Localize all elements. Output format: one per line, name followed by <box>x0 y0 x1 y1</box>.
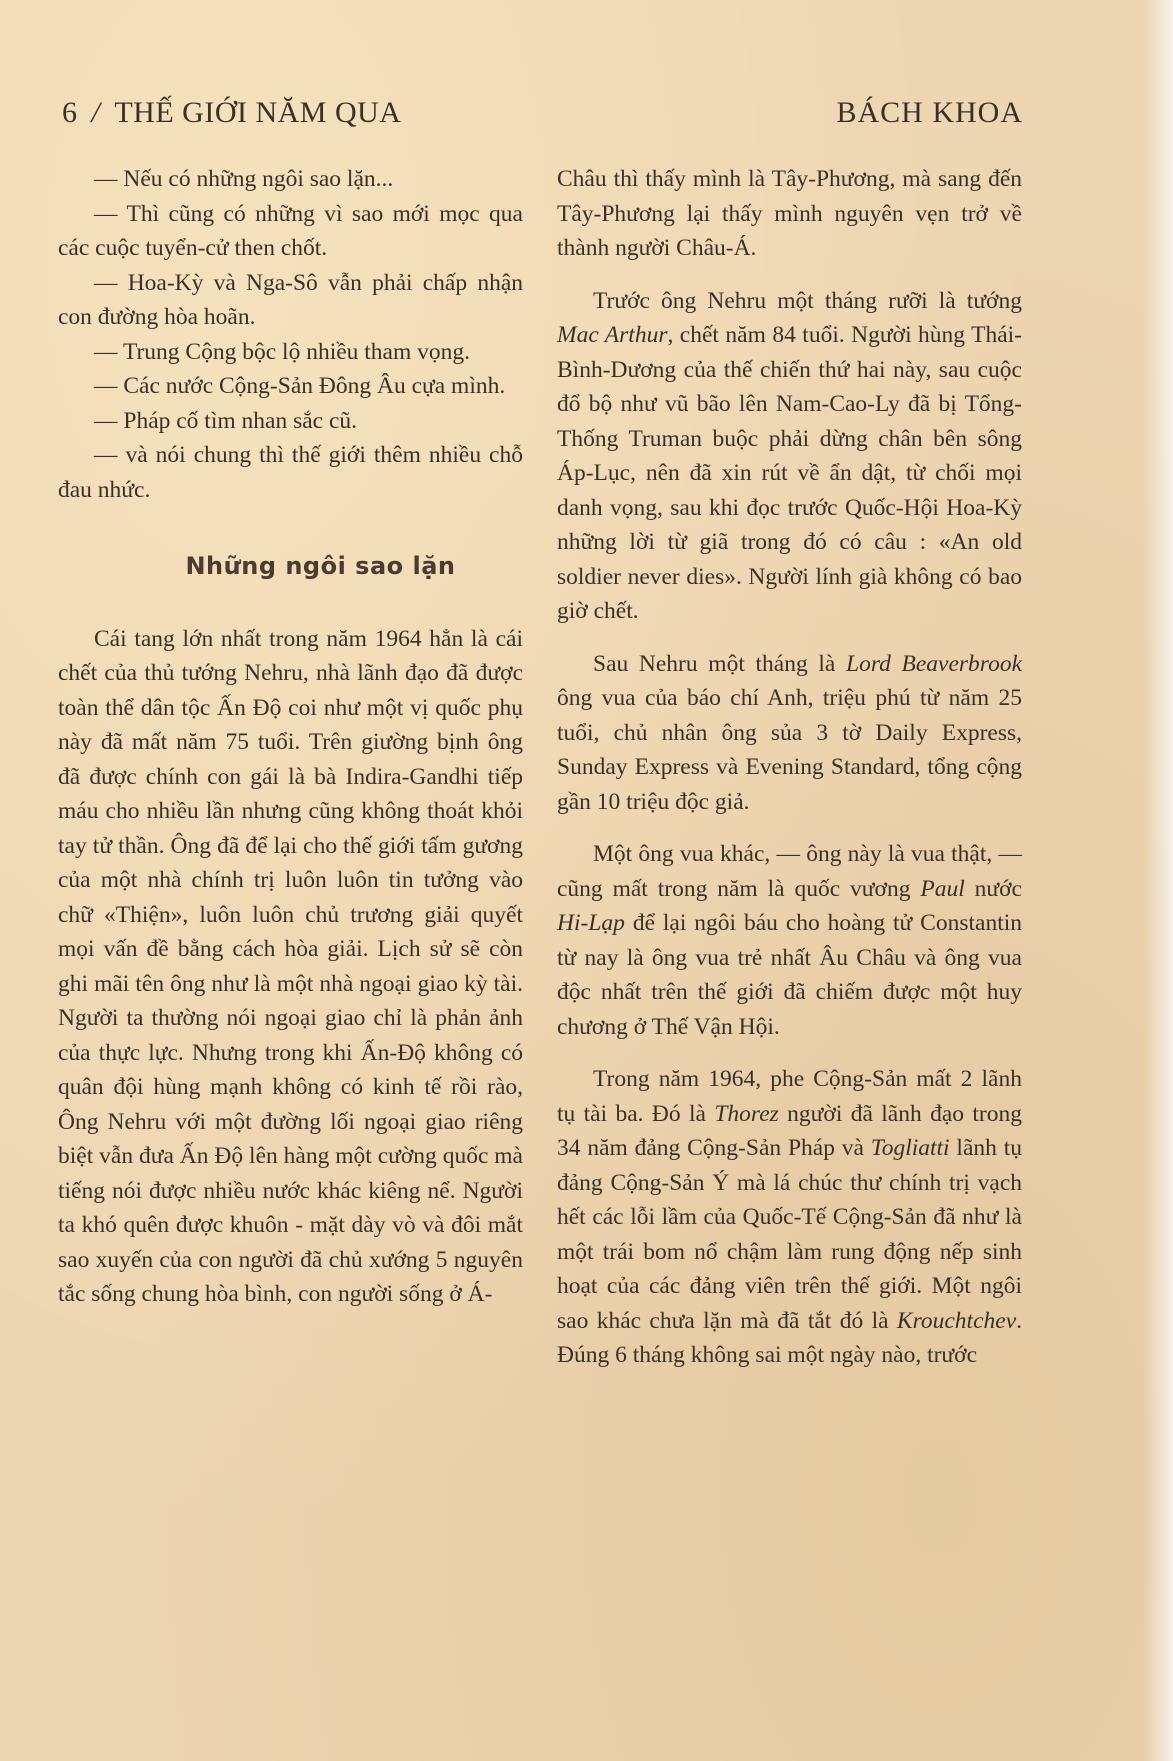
summary-item: — Trung Cộng bộc lộ nhiều tham vọng. <box>94 338 471 365</box>
left-column <box>58 162 523 1312</box>
summary-item: — Nếu có những ngôi sao lặn... <box>94 166 394 192</box>
page-edge <box>1143 0 1173 1761</box>
summary-item: — Các nước Cộng-Sản Đông Âu cựa mình. <box>94 373 506 399</box>
section-title: Những ngôi sao lặn <box>185 552 456 580</box>
summary-item: — Thì cũng có những vì sao mới mọc qua các cuộc tuyển-cử then chốt. <box>58 200 523 261</box>
text-run: nước <box>964 875 1022 902</box>
body-paragraph <box>557 1062 1022 1373</box>
body-paragraph: Châu thì thấy mình là Tây-Phương, mà sang đến Tây-Phương lại thấy mình nguyên vẹn trở về thành người Châu-Á. <box>557 166 1022 261</box>
magazine-name: BÁCH KHOA <box>836 96 1023 129</box>
text-run: Sau Nehru một tháng là <box>593 650 846 677</box>
text-run: . Đúng 6 tháng không sai một ngày nào, trước <box>557 1307 1022 1368</box>
person-name: Krouchtchev <box>896 1307 1017 1334</box>
body-paragraph <box>557 837 1022 1044</box>
body-paragraph <box>557 647 1022 820</box>
text-run: người đã lãnh đạo trong 34 năm đảng Cộng-Sản Pháp và <box>557 1100 1022 1161</box>
text-run: để lại ngôi báu cho hoàng tử Constantin từ nay là ông vua trẻ nhất Âu Châu và ông vua độc nhất trên thế giới đã chiếm được một huy chương ở Thế Vận Hội. <box>557 910 1022 1040</box>
person-name: Paul <box>920 875 965 902</box>
page-number: 6 <box>62 96 78 129</box>
text-run: Trong năm 1964, phe Cộng-Sản mất 2 lãnh tụ tài ba. Đó là <box>557 1066 1022 1127</box>
text-run: Một ông vua khác, — ông này là vua thật, — cũng mất trong năm là quốc vương <box>557 841 1022 902</box>
country-name: Hi-Lạp <box>557 910 625 936</box>
body-paragraph <box>557 284 1022 629</box>
person-name: Thorez <box>714 1100 779 1127</box>
section-name: THẾ GIỚI NĂM QUA <box>114 96 402 129</box>
text-run: , chết năm 84 tuổi. Người hùng Thái-Bình-Dương của thế chiến thứ hai này, sau cuộc đổ bộ như vũ bão lên Nam-Cao-Ly đã bị Tổng-Thống Truman buộc phải dừng chân bên sông Áp-Lục, nên đã xin rút về ẩn dật, từ chối mọi danh vọng, sau khi đọc trước Quốc-Hội Hoa-Kỳ những lời từ giã trong đó có câu : «An old soldier never dies». Người lính già không có bao giờ chết. <box>557 322 1022 624</box>
person-name: Togliatti <box>870 1135 950 1161</box>
header-left <box>62 96 401 130</box>
summary-item: — Pháp cố tìm nhan sắc cũ. <box>94 407 358 434</box>
text-run: Trước ông Nehru một tháng rưỡi là tướng <box>593 287 1022 314</box>
header-separator: / <box>91 96 101 129</box>
summary-item: — Hoa-Kỳ và Nga-Sô vẫn phải chấp nhận con đường hòa hoãn. <box>58 269 523 330</box>
text-run: ông vua của báo chí Anh, triệu phú từ năm 25 tuổi, chủ nhân ông sủa 3 tờ Daily Express, Sunday Express và Evening Standard, tổng cộng gần 10 triệu độc giả. <box>557 685 1022 815</box>
person-name: Mac Arthur <box>557 322 668 348</box>
person-name: Lord Beaverbrook <box>846 650 1022 677</box>
body-paragraph: Cái tang lớn nhất trong năm 1964 hẳn là cái chết của thủ tướng Nehru, nhà lãnh đạo đã được toàn thể dân tộc Ấn Độ coi như một vị quốc phụ này đã mất năm 75 tuổi. Trên giường bịnh ông đã được chính con gái là bà Indira-Gandhi tiếp máu cho nhiều lần nhưng cũng không thoát khỏi tay tử thần. Ông đã để lại cho thế giới tấm gương của một nhà chính trị luôn luôn tin tưởng vào chữ «Thiện», luôn luôn chủ trương giải quyết mọi vấn đề bằng cách hòa giải. Lịch sử sẽ còn ghi mãi tên ông như là một nhà ngoại giao kỳ tài. Người ta thường nói ngoại giao chỉ là phản ảnh của thực lực. Nhưng trong khi Ấn-Độ không có quân đội hùng mạnh không có kinh tế rồi rào, Ông Nehru với một đường lối ngoại giao riêng biệt vẫn đưa Ấn Độ lên hàng một cường quốc mà tiếng nói được nhiều nước khác kiêng nể. Người ta khó quên được khuôn - mặt dày vò và đôi mắt sao xuyến của con người đã chủ xướng 5 nguyên tắc sống chung hòa bình, con người sống ở Á- <box>58 625 523 1307</box>
right-column <box>557 162 1022 1373</box>
summary-item: — và nói chung thì thế giới thêm nhiều chỗ đau nhức. <box>58 442 523 503</box>
text-run: lãnh tụ đảng Cộng-Sản Ý mà lá chúc thư chính trị vạch hết các lỗi lầm của Quốc-Tế Cộng-Sản đã như là một trái bom nổ chậm làm rung động nếp sinh hoạt của các đảng viên trên thế giới. Một ngôi sao khác chưa lặn mà đã tắt đó là <box>557 1135 1022 1334</box>
